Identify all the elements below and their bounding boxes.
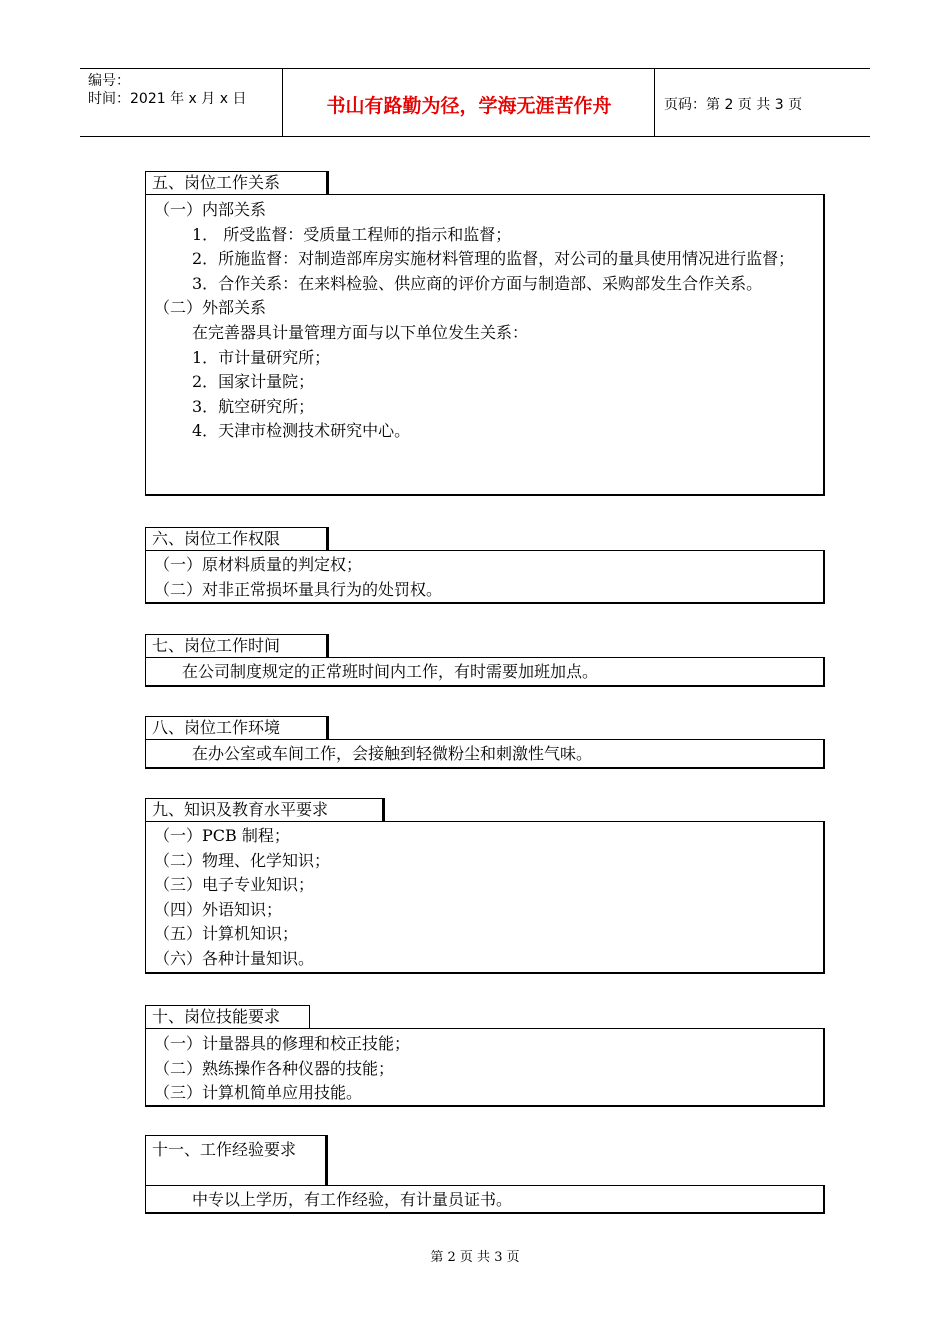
header-meta <box>88 72 246 108</box>
supervises: 2．所施监督：对制造部库房实施材料管理的监督，对公司的量具使用情况进行监督； <box>192 249 795 269</box>
section-title-work-relations: 五、岗位工作关系 <box>145 171 327 194</box>
header-page-info: 页码：第 2 页 共 3 页 <box>664 97 803 113</box>
document-time: 时间：2021 年 x 月 x 日 <box>88 91 247 107</box>
skill-item: （二）熟练操作各种仪器的技能； <box>154 1058 395 1078</box>
knowledge-item: （一）PCB 制程； <box>154 826 290 845</box>
knowledge-item: （五）计算机知识； <box>154 924 299 944</box>
knowledge-item: （六）各种计量知识。 <box>154 948 315 968</box>
section-body-environment <box>145 739 825 769</box>
section-body-work-relations <box>145 194 825 496</box>
knowledge-item: （二）物理、化学知识； <box>154 850 331 870</box>
header-divider-right <box>654 69 655 136</box>
page-footer: 第 2 页 共 3 页 <box>430 1250 520 1265</box>
section-body-knowledge <box>145 821 825 974</box>
knowledge-item: （四）外语知识； <box>154 899 283 919</box>
work-hours-text: 在公司制度规定的正常班时间内工作，有时需要加班加点。 <box>182 662 599 681</box>
document-number-label: 编号： <box>88 73 130 89</box>
external-intro: 在完善器具计量管理方面与以下单位发生关系： <box>192 322 529 342</box>
header-divider-left <box>282 69 283 136</box>
section-title-authority: 六、岗位工作权限 <box>145 527 327 550</box>
skill-item: （一）计量器具的修理和校正技能； <box>154 1034 411 1053</box>
section-body-skills <box>145 1028 825 1107</box>
external-item: 1．市计量研究所； <box>192 347 331 367</box>
section-body-authority <box>145 550 825 604</box>
external-relations-heading: （二）外部关系 <box>154 298 267 318</box>
authority-item: （二）对非正常损坏量具行为的处罚权。 <box>154 579 443 599</box>
internal-relations-heading: （一）内部关系 <box>154 200 267 219</box>
section-body-work-hours <box>145 657 825 687</box>
section-title-work-hours: 七、岗位工作时间 <box>145 634 327 657</box>
environment-text: 在办公室或车间工作，会接触到轻微粉尘和刺激性气味。 <box>192 744 593 763</box>
external-item: 2．国家计量院； <box>192 372 315 392</box>
header-slogan: 书山有路勤为径，学海无涯苦作舟 <box>326 95 612 117</box>
authority-item: （一）原材料质量的判定权； <box>154 555 363 574</box>
section-title-environment: 八、岗位工作环境 <box>145 716 327 739</box>
external-item: 3．航空研究所； <box>192 396 315 416</box>
page-header <box>80 68 870 137</box>
section-title-knowledge: 九、知识及教育水平要求 <box>145 798 383 821</box>
section-body-experience <box>145 1185 825 1214</box>
supervised-by: 1． 所受监督：受质量工程师的指示和监督； <box>192 224 512 244</box>
knowledge-item: （三）电子专业知识； <box>154 875 315 895</box>
cooperation: 3．合作关系：在来料检验、供应商的评价方面与制造部、采购部发生合作关系。 <box>192 273 763 293</box>
skill-item: （三）计算机简单应用技能。 <box>154 1083 363 1103</box>
section-title-experience: 十一、工作经验要求 <box>145 1135 326 1185</box>
external-item: 4．天津市检测技术研究中心。 <box>192 421 411 441</box>
section-title-skills: 十、岗位技能要求 <box>145 1005 310 1028</box>
experience-text: 中专以上学历，有工作经验，有计量员证书。 <box>192 1190 513 1209</box>
